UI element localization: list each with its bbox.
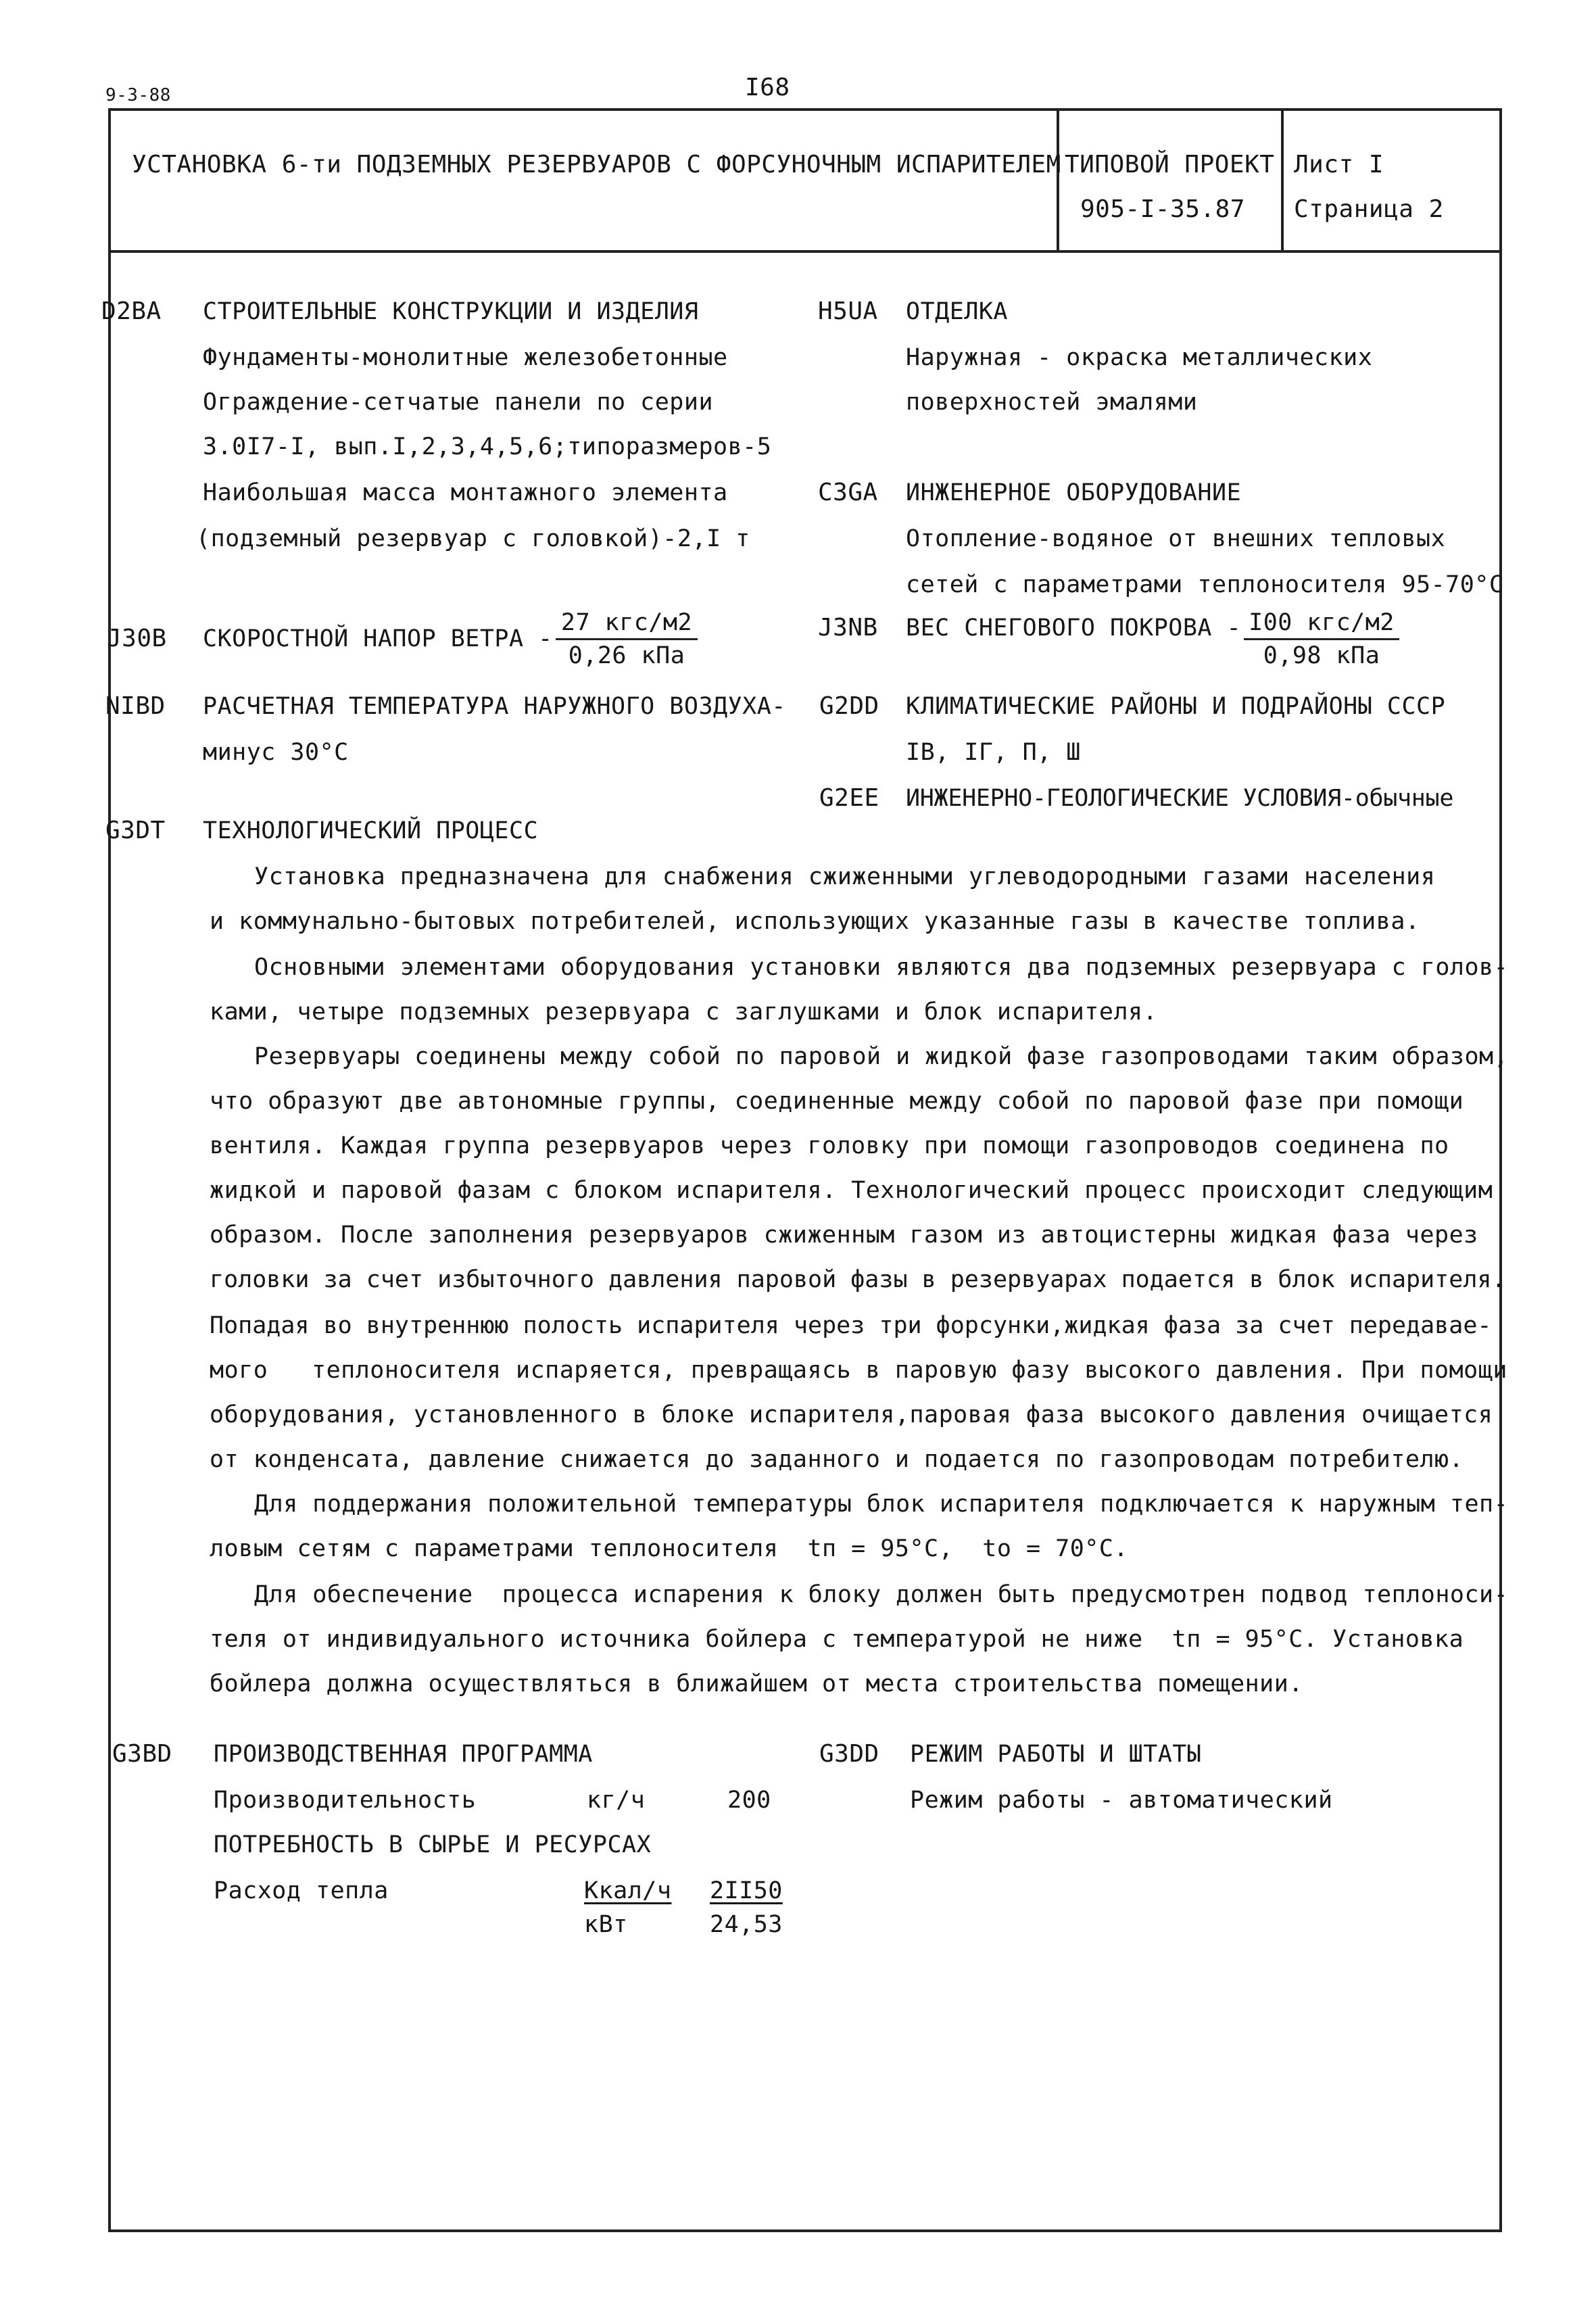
finishing-line-1: Наружная - окраска металлических — [906, 344, 1373, 371]
section-code-c3ga: C3GA — [818, 479, 878, 506]
heat-unit-kw: кВт — [584, 1911, 628, 1938]
section-code-h5ua: H5UA — [818, 297, 878, 325]
section-code-g3dt: G3DT — [105, 817, 166, 844]
snow-load-kgs: I00 кгс/м2 — [1244, 608, 1399, 640]
process-line-16: ловым сетям с параметрами теплоносителя tп = 95°С, tо = 70°С. — [210, 1535, 1129, 1562]
snow-load-kpa: 0,98 кПа — [1263, 642, 1380, 669]
construction-line-1: Фундаменты-монолитные железобетонные — [203, 344, 728, 371]
section-code-j3nb: J3NB — [818, 614, 878, 642]
section-title-snow-load: ВЕС СНЕГОВОГО ПОКРОВА - — [906, 614, 1242, 642]
process-line-13: оборудования, установленного в блоке испарителя,паровая фаза высокого давления очищается — [210, 1401, 1493, 1428]
process-line-10: головки за счет избыточного давления паровой фазы в резервуарах подается в блок испарителя. — [210, 1266, 1506, 1293]
section-code-g2dd: G2DD — [819, 692, 879, 720]
section-code-g3dd: G3DD — [819, 1740, 879, 1768]
section-code-j30b: J30B — [107, 625, 167, 652]
wind-pressure-kgs: 27 кгс/м2 — [556, 608, 698, 640]
document-date: 9-3-88 — [105, 85, 171, 105]
heat-value-kw: 24,53 — [710, 1911, 783, 1938]
process-line-14: от конденсата, давление снижается до заданного и подается по газопроводам потребителю. — [210, 1446, 1464, 1473]
outdoor-temperature-value: минус 30°С — [203, 739, 349, 766]
process-line-8: жидкой и паровой фазам с блоком испарителя. Технологический процесс происходит следующим — [210, 1177, 1493, 1204]
section-title-production-program: ПРОИЗВОДСТВЕННАЯ ПРОГРАММА — [214, 1741, 593, 1768]
header-vline-1 — [1057, 108, 1059, 251]
process-line-5: Резервуары соединены между собой по паровой и жидкой фазе газопроводами таким образом, — [254, 1043, 1509, 1070]
heat-consumption-label: Расход тепла — [214, 1877, 389, 1904]
section-title-outdoor-temperature: РАСЧЕТНАЯ ТЕМПЕРАТУРА НАРУЖНОГО ВОЗДУХА- — [203, 693, 786, 720]
wind-pressure-kpa: 0,26 кПа — [568, 642, 685, 669]
resources-title: ПОТРЕБНОСТЬ В СЫРЬЕ И РЕСУРСАХ — [214, 1831, 652, 1858]
construction-line-3: 3.0I7-I, вып.I,2,3,4,5,6;типоразмеров-5 — [203, 433, 772, 460]
section-code-nibd: NIBD — [105, 692, 166, 720]
header-vline-2 — [1281, 108, 1284, 251]
page-frame — [108, 108, 1502, 2232]
page-of-sheet: Страница 2 — [1294, 195, 1444, 223]
heat-value-kcal: 2II50 — [710, 1877, 783, 1904]
process-line-3: Основными элементами оборудования установки являются два подземных резервуара с голов- — [254, 954, 1509, 981]
work-mode-value: Режим работы - автоматический — [910, 1787, 1333, 1814]
section-title-work-mode: РЕЖИМ РАБОТЫ И ШТАТЫ — [910, 1741, 1202, 1768]
process-line-11: Попадая во внутреннюю полость испарителя через три форсунки,жидкая фаза за счет передавае- — [210, 1312, 1492, 1339]
snow-load-fraction — [1244, 608, 1399, 670]
process-line-17: Для обеспечение процесса испарения к блоку должен быть предусмотрен подвод теплоноси- — [254, 1581, 1509, 1608]
section-title-wind-pressure: СКОРОСТНОЙ НАПОР ВЕТРА - — [203, 625, 553, 652]
productivity-unit: кг/ч — [587, 1787, 646, 1814]
page-number: I68 — [745, 74, 790, 101]
section-code-d2ba: D2BA — [101, 297, 162, 325]
section-title-climate-regions: КЛИМАТИЧЕСКИЕ РАЙОНЫ И ПОДРАЙОНЫ СССР — [906, 693, 1446, 720]
section-title-construction: СТРОИТЕЛЬНЫЕ КОНСТРУКЦИИ И ИЗДЕЛИЯ — [203, 298, 699, 325]
engineering-line-2: сетей с параметрами теплоносителя 95-70°С — [906, 571, 1504, 598]
section-title-technological-process: ТЕХНОЛОГИЧЕСКИЙ ПРОЦЕСС — [203, 817, 539, 844]
construction-line-4: Наибольшая масса монтажного элемента — [203, 479, 728, 506]
section-title-finishing: ОТДЕЛКА — [906, 298, 1009, 325]
heat-unit-kcal: Ккал/ч — [584, 1877, 672, 1904]
section-title-engineering-equipment: ИНЖЕНЕРНОЕ ОБОРУДОВАНИЕ — [906, 479, 1242, 506]
finishing-line-2: поверхностей эмалями — [906, 389, 1198, 416]
project-number: 905-I-35.87 — [1080, 195, 1245, 223]
header-divider — [108, 250, 1502, 253]
process-line-6: что образуют две автономные группы, соединенные между собой по паровой фазе при помощи — [210, 1088, 1464, 1115]
process-line-19: бойлера должна осуществляться в ближайшем от места строительства помещении. — [210, 1670, 1303, 1697]
section-code-g2ee: G2EE — [819, 784, 879, 812]
sheet-number: Лист I — [1294, 151, 1384, 178]
process-line-2: и коммунально-бытовых потребителей, использующих указанные газы в качестве топлива. — [210, 908, 1420, 935]
document-title: УСТАНОВКА 6-ти ПОДЗЕМНЫХ РЕЗЕРВУАРОВ С ФОРСУНОЧНЫМ ИСПАРИТЕЛЕМ — [132, 151, 1061, 178]
project-label: ТИПОВОЙ ПРОЕКТ — [1065, 151, 1275, 178]
productivity-label: Производительность — [214, 1787, 477, 1814]
process-line-9: образом. После заполнения резервуаров сжиженным газом из автоцистерны жидкая фаза через — [210, 1222, 1478, 1249]
process-line-1: Установка предназначена для снабжения сжиженными углеводородными газами населения — [254, 863, 1436, 890]
productivity-value: 200 — [727, 1787, 771, 1814]
construction-line-2: Ограждение-сетчатые панели по серии — [203, 389, 714, 416]
section-code-g3bd: G3BD — [112, 1740, 172, 1768]
process-line-4: ками, четыре подземных резервуара с заглушками и блок испарителя. — [210, 998, 1158, 1026]
process-line-18: теля от индивидуального источника бойлера с температурой не ниже tп = 95°С. Установка — [210, 1626, 1464, 1653]
wind-pressure-fraction — [556, 608, 698, 670]
engineering-line-1: Отопление-водяное от внешних тепловых — [906, 525, 1446, 552]
process-line-12: мого теплоносителя испаряется, превращаясь в паровую фазу высокого давления. При помощи — [210, 1357, 1507, 1384]
section-title-geological-conditions: ИНЖЕНЕРНО-ГЕОЛОГИЧЕСКИЕ УСЛОВИЯ-обычные — [906, 785, 1454, 812]
process-line-7: вентиля. Каждая группа резервуаров через головку при помощи газопроводов соединена по — [210, 1132, 1449, 1159]
process-line-15: Для поддержания положительной температуры блок испарителя подключается к наружным теп- — [254, 1491, 1509, 1518]
climate-regions-value: IВ, IГ, П, Ш — [906, 739, 1081, 766]
construction-line-5: (подземный резервуар с головкой)-2,I т — [196, 525, 750, 552]
